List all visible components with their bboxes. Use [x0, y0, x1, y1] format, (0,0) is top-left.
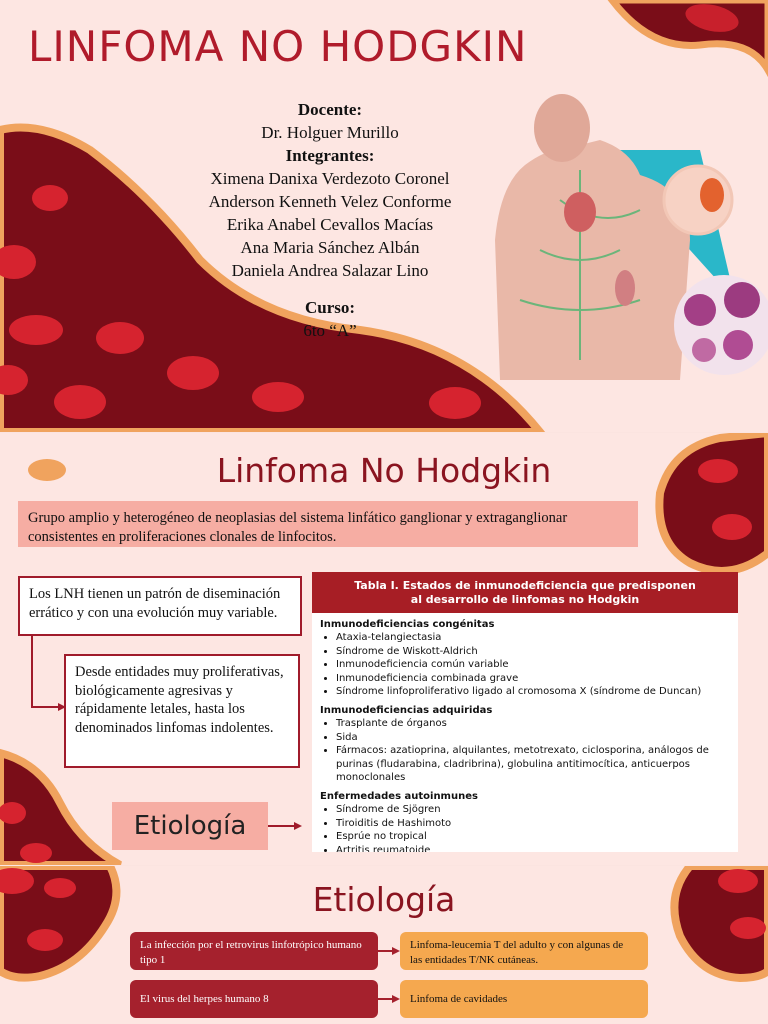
slide-etiologia	[0, 866, 768, 1024]
list-item: • Fármacos: azatioprina, alquilantes, metotrexato, ciclosporina, análogos de purinas (fludarabina, cladribrina), globulina antitimocítica, anticuerpos monoclonales	[336, 744, 738, 785]
effect-box: Linfoma de cavidades	[400, 980, 648, 1018]
table-section-heading: Enfermedades autoinmunes	[320, 790, 478, 802]
lymphatic-system-illustration	[495, 94, 768, 380]
integrantes-label: Integrantes:	[285, 146, 375, 165]
list-item: • Ataxia-telangiectasia	[336, 631, 738, 645]
table-section-list	[312, 717, 738, 785]
slide-definition	[0, 433, 768, 865]
cover-title: LINFOMA NO HODGKIN	[28, 22, 528, 71]
immunodeficiency-table	[312, 572, 738, 852]
integrante-name: Erika Anabel Cevallos Macías	[226, 215, 434, 234]
entities-box: Desde entidades muy proliferativas, biológicamente agresivas y rápidamente letales, hasta los denominados linfomas indolentes.	[64, 654, 300, 768]
table-title-line: al desarrollo de linfomas no Hodgkin	[410, 593, 640, 606]
curso-label: Curso:	[304, 298, 356, 317]
list-item: • Esprúe no tropical	[336, 830, 738, 844]
list-item: • Tiroiditis de Hashimoto	[336, 817, 738, 831]
dissemination-box: Los LNH tienen un patrón de diseminación errático y con una evolución muy variable.	[18, 576, 302, 636]
slide-title: Etiología	[312, 880, 456, 919]
table-title-line: Tabla I. Estados de inmunodeficiencia que predisponen	[354, 579, 696, 592]
list-item: • Sida	[336, 731, 738, 745]
slide-title: Linfoma No Hodgkin	[216, 451, 552, 490]
table-header	[312, 572, 738, 613]
table-section-list	[312, 631, 738, 699]
list-item: • Síndrome de Wiskott-Aldrich	[336, 645, 738, 659]
docente-name: Dr. Holguer Murillo	[261, 123, 399, 142]
etiologia-button[interactable]: Etiología	[112, 802, 268, 850]
slide-cover	[0, 0, 768, 432]
curso-value: 6to “A”	[303, 321, 357, 340]
effect-box: Linfoma-leucemia T del adulto y con algunas de las entidades T/NK cutáneas.	[400, 932, 648, 970]
list-item: • Inmunodeficiencia común variable	[336, 658, 738, 672]
cause-box: La infección por el retrovirus linfotrópico humano tipo 1	[130, 932, 378, 970]
docente-label: Docente:	[297, 100, 363, 119]
list-item: • Inmunodeficiencia combinada grave	[336, 672, 738, 686]
table-section-list	[312, 803, 738, 852]
credits-block	[150, 98, 510, 342]
list-item: • Trasplante de órganos	[336, 717, 738, 731]
table-section-heading: Inmunodeficiencias congénitas	[320, 619, 495, 630]
integrante-name: Ximena Danixa Verdezoto Coronel	[210, 169, 450, 188]
cause-box: El virus del herpes humano 8	[130, 980, 378, 1018]
integrante-name: Anderson Kenneth Velez Conforme	[208, 192, 452, 211]
definition-box: Grupo amplio y heterogéneo de neoplasias del sistema linfático ganglionar y extraganglionar consistentes en proliferaciones clonales de linfocitos.	[18, 501, 638, 547]
list-item: • Artritis reumatoide	[336, 844, 738, 852]
list-item: • Síndrome de Sjögren	[336, 803, 738, 817]
integrante-name: Daniela Andrea Salazar Lino	[231, 261, 429, 280]
list-item: • Síndrome linfoproliferativo ligado al cromosoma X (síndrome de Duncan)	[336, 685, 738, 699]
table-section-heading: Inmunodeficiencias adquiridas	[320, 704, 493, 716]
integrante-name: Ana Maria Sánchez Albán	[240, 238, 420, 257]
